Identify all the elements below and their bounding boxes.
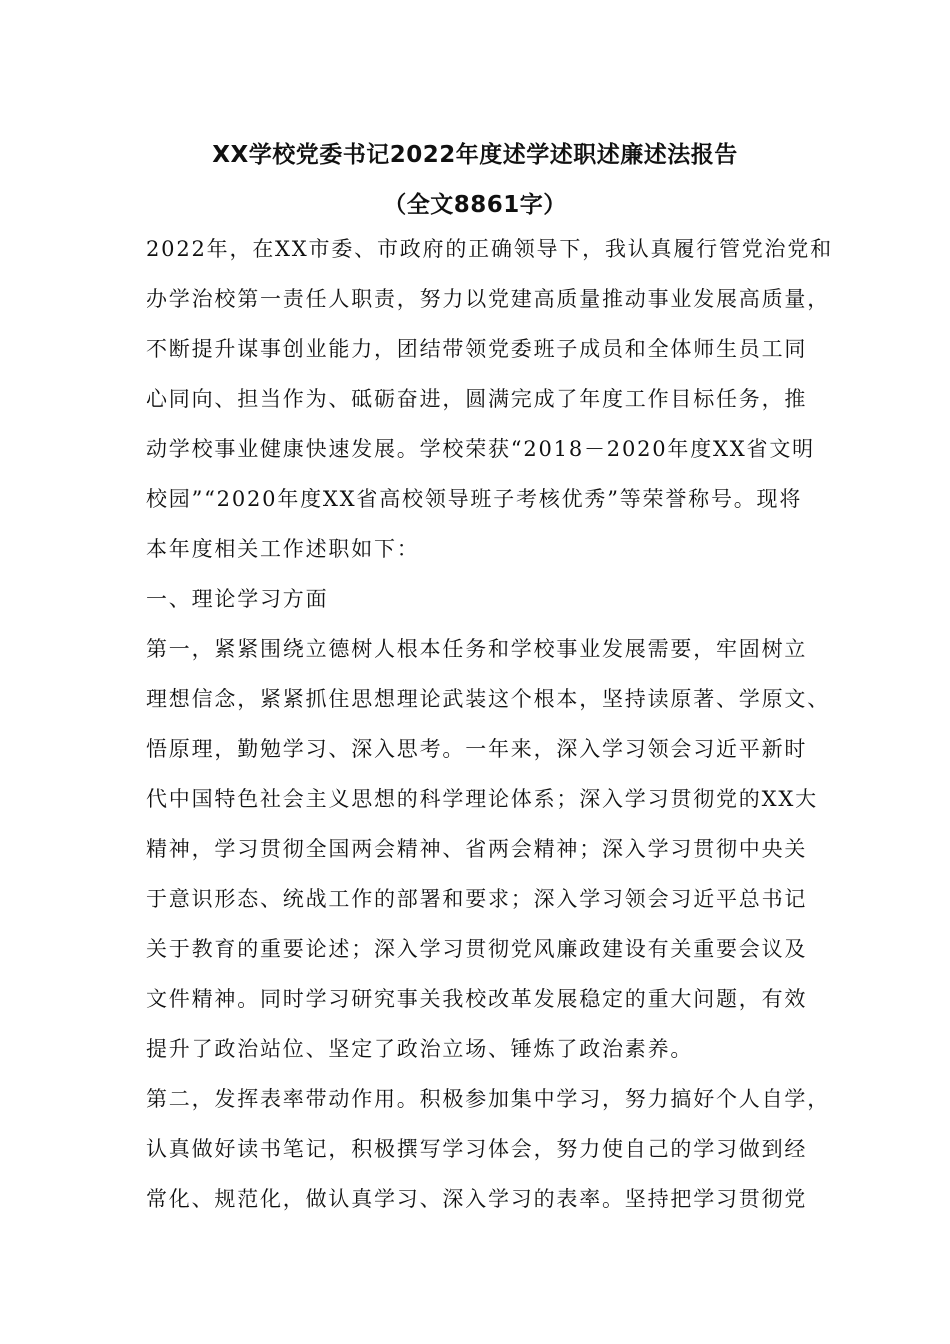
text-line: 第二，发挥表率带动作用。积极参加集中学习，努力搞好个人自学， [146, 1087, 830, 1111]
text-line: 认真做好读书笔记，积极撰写学习体会，努力使自己的学习做到经 [146, 1137, 808, 1161]
text-line: 代中国特色社会主义思想的科学理论体系；深入学习贯彻党的XX大 [146, 787, 818, 811]
text-line: 悟原理，勤勉学习、深入思考。一年来，深入学习领会习近平新时 [146, 737, 808, 761]
text-line: 不断提升谋事创业能力，团结带领党委班子成员和全体师生员工同 [146, 337, 808, 361]
text-line: 精神，学习贯彻全国两会精神、省两会精神；深入学习贯彻中央关 [146, 837, 808, 861]
text-line: 常化、规范化，做认真学习、深入学习的表率。坚持把学习贯彻党 [146, 1187, 808, 1211]
text-line: 于意识形态、统战工作的部署和要求；深入学习领会习近平总书记 [146, 887, 808, 911]
document-subtitle: （全文8861字） [383, 192, 567, 218]
text-line: 文件精神。同时学习研究事关我校改革发展稳定的重大问题，有效 [146, 987, 808, 1011]
section-heading: 一、理论学习方面 [146, 587, 329, 611]
text-line: 关于教育的重要论述；深入学习贯彻党风廉政建设有关重要会议及 [146, 937, 808, 961]
text-line: 提升了政治站位、坚定了政治立场、锤炼了政治素养。 [146, 1037, 694, 1061]
text-line: 动学校事业健康快速发展。学校荣获“2018－2020年度XX省文明 [146, 437, 815, 461]
text-line: 2022年，在XX市委、市政府的正确领导下，我认真履行管党治党和 [146, 237, 833, 261]
document-title: XX学校党委书记2022年度述学述职述廉述法报告 [212, 142, 738, 168]
text-line: 本年度相关工作述职如下： [146, 537, 420, 561]
text-line: 理想信念，紧紧抓住思想理论武装这个根本，坚持读原著、学原文、 [146, 687, 830, 711]
document-body [146, 231, 833, 1231]
text-line: 办学治校第一责任人职责，努力以党建高质量推动事业发展高质量， [146, 287, 830, 311]
text-line: 心同向、担当作为、砥砺奋进，圆满完成了年度工作目标任务，推 [146, 387, 808, 411]
text-line: 校园”“2020年度XX省高校领导班子考核优秀”等荣誉称号。现将 [146, 487, 803, 511]
text-line: 第一，紧紧围绕立德树人根本任务和学校事业发展需要，牢固树立 [146, 637, 808, 661]
